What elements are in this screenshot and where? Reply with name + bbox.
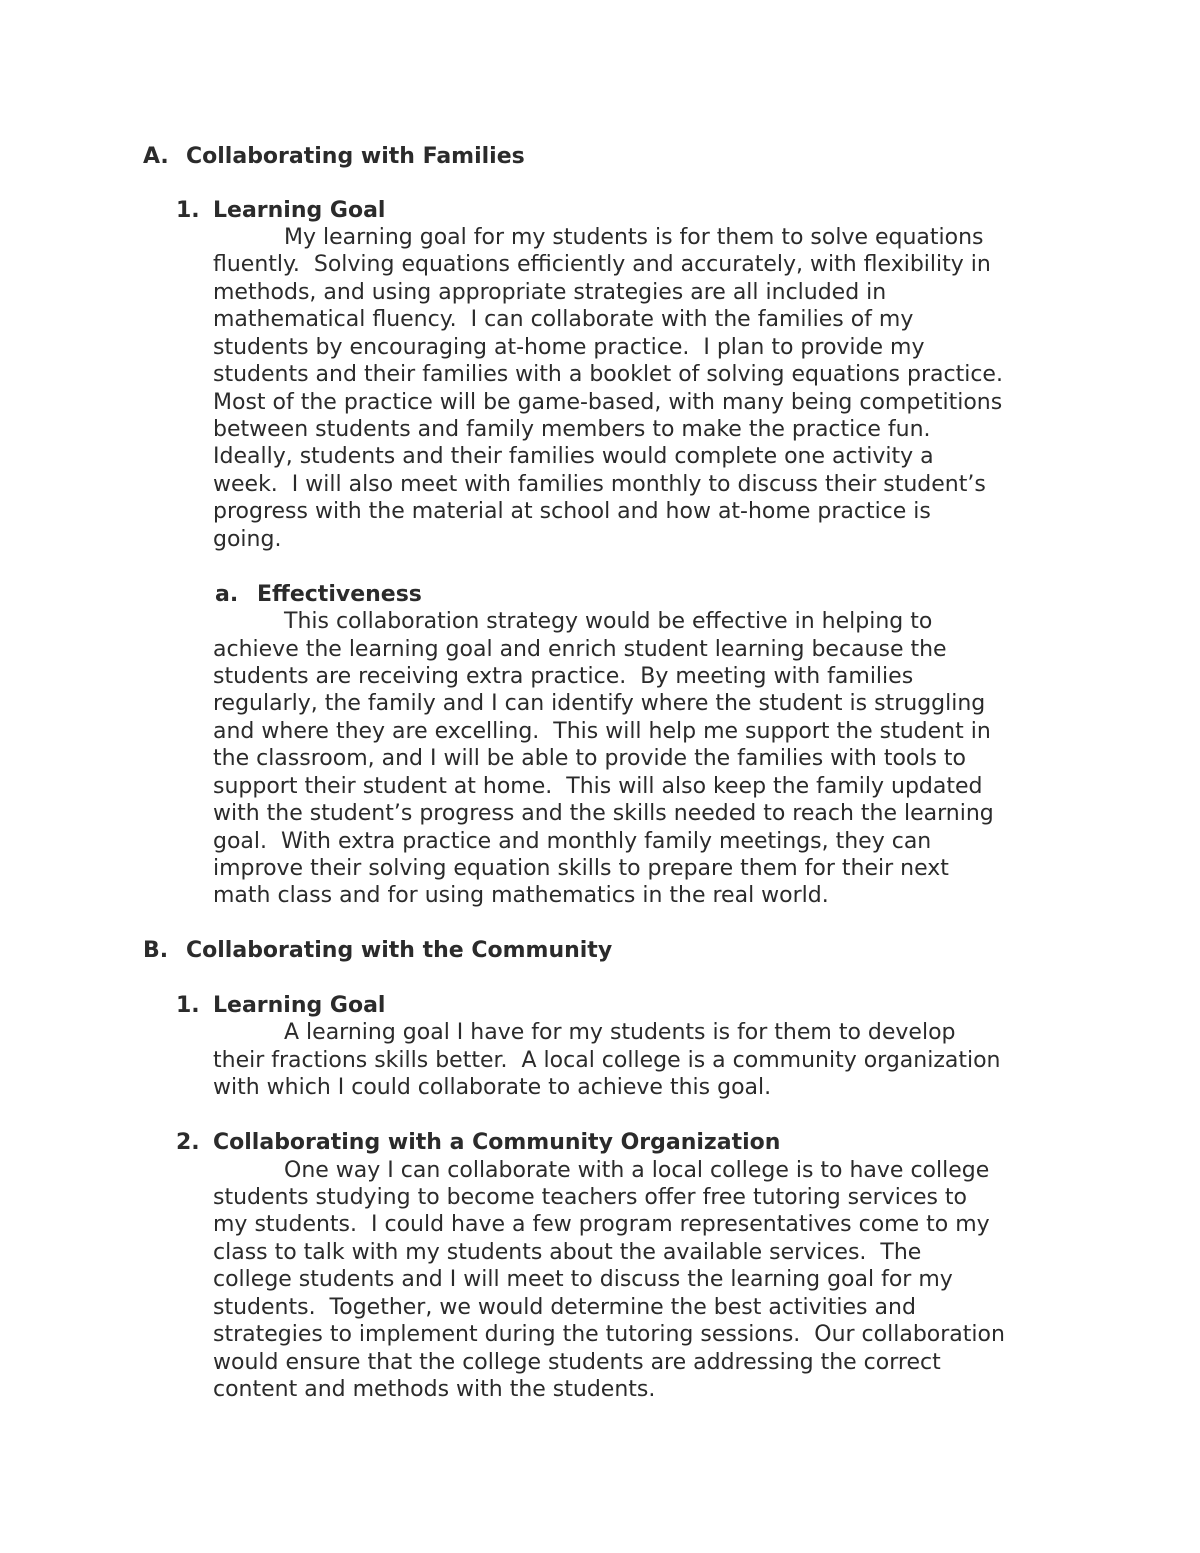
section-b-heading: Collaborating with the Community	[186, 938, 613, 963]
section-b-goal-line: with which I could collaborate to achieve this goal.	[213, 1075, 772, 1100]
section-a-heading: Collaborating with Families	[186, 144, 525, 169]
section-a-goal-line: Most of the practice will be game-based, with many being competitions	[213, 390, 1003, 415]
section-a-goal-line: mathematical fluency. I can collaborate with the families of my	[213, 307, 914, 332]
section-b-goal-line: A learning goal I have for my students is for them to develop	[284, 1020, 956, 1045]
section-a-goal-line: students and their families with a booklet of solving equations practice.	[213, 362, 1003, 387]
effectiveness-line: goal. With extra practice and monthly family meetings, they can	[213, 829, 932, 854]
section-b-org-line: would ensure that the college students are addressing the correct	[213, 1350, 941, 1375]
section-a-goal-line: students by encouraging at-home practice. I plan to provide my	[213, 335, 925, 360]
section-b-org-line: students studying to become teachers offer free tutoring services to	[213, 1185, 968, 1210]
section-a-goal-line: fluently. Solving equations efficiently and accurately, with flexibility in	[213, 252, 991, 277]
effectiveness-line: students are receiving extra practice. By meeting with families	[213, 664, 914, 689]
section-b-goal-line: their fractions skills better. A local college is a community organization	[213, 1048, 1001, 1073]
section-b-org-line: One way I can collaborate with a local college is to have college	[284, 1158, 990, 1183]
section-b-org-number: 2.	[176, 1130, 200, 1155]
effectiveness-line: math class and for using mathematics in the real world.	[213, 883, 829, 908]
effectiveness-line: regularly, the family and I can identify where the student is struggling	[213, 691, 986, 716]
section-b-goal-number: 1.	[176, 993, 200, 1018]
section-a-goal-line: Ideally, students and their families would complete one activity a	[213, 444, 934, 469]
section-b-org-line: college students and I will meet to discuss the learning goal for my	[213, 1267, 953, 1292]
effectiveness-heading: Effectiveness	[257, 582, 422, 607]
section-a-goal-line: progress with the material at school and how at-home practice is	[213, 499, 931, 524]
effectiveness-line: the classroom, and I will be able to provide the families with tools to	[213, 746, 967, 771]
effectiveness-line: support their student at home. This will also keep the family updated	[213, 774, 983, 799]
section-a-goal-line: methods, and using appropriate strategies are all included in	[213, 280, 887, 305]
effectiveness-line: achieve the learning goal and enrich student learning because the	[213, 637, 947, 662]
effectiveness-letter: a.	[215, 582, 239, 607]
effectiveness-line: This collaboration strategy would be effective in helping to	[284, 609, 933, 634]
effectiveness-line: with the student’s progress and the skills needed to reach the learning	[213, 801, 994, 826]
section-b-org-line: class to talk with my students about the available services. The	[213, 1240, 922, 1265]
section-a-goal-line: going.	[213, 527, 282, 552]
section-a-goal-line: week. I will also meet with families monthly to discuss their student’s	[213, 472, 986, 497]
section-b-goal-heading: Learning Goal	[213, 993, 386, 1018]
section-a-goal-heading: Learning Goal	[213, 198, 386, 223]
section-a-goal-line: between students and family members to make the practice fun.	[213, 417, 931, 442]
section-b-org-line: content and methods with the students.	[213, 1377, 656, 1402]
section-b-letter: B.	[143, 938, 169, 963]
section-a-goal-line: My learning goal for my students is for them to solve equations	[284, 225, 984, 250]
section-b-org-line: students. Together, we would determine the best activities and	[213, 1295, 916, 1320]
effectiveness-line: and where they are excelling. This will help me support the student in	[213, 719, 991, 744]
section-b-org-line: my students. I could have a few program representatives come to my	[213, 1212, 990, 1237]
section-a-goal-number: 1.	[176, 198, 200, 223]
effectiveness-line: improve their solving equation skills to prepare them for their next	[213, 856, 949, 881]
section-a-letter: A.	[143, 144, 169, 169]
section-b-org-heading: Collaborating with a Community Organization	[213, 1130, 781, 1155]
section-b-org-line: strategies to implement during the tutoring sessions. Our collaboration	[213, 1322, 1005, 1347]
